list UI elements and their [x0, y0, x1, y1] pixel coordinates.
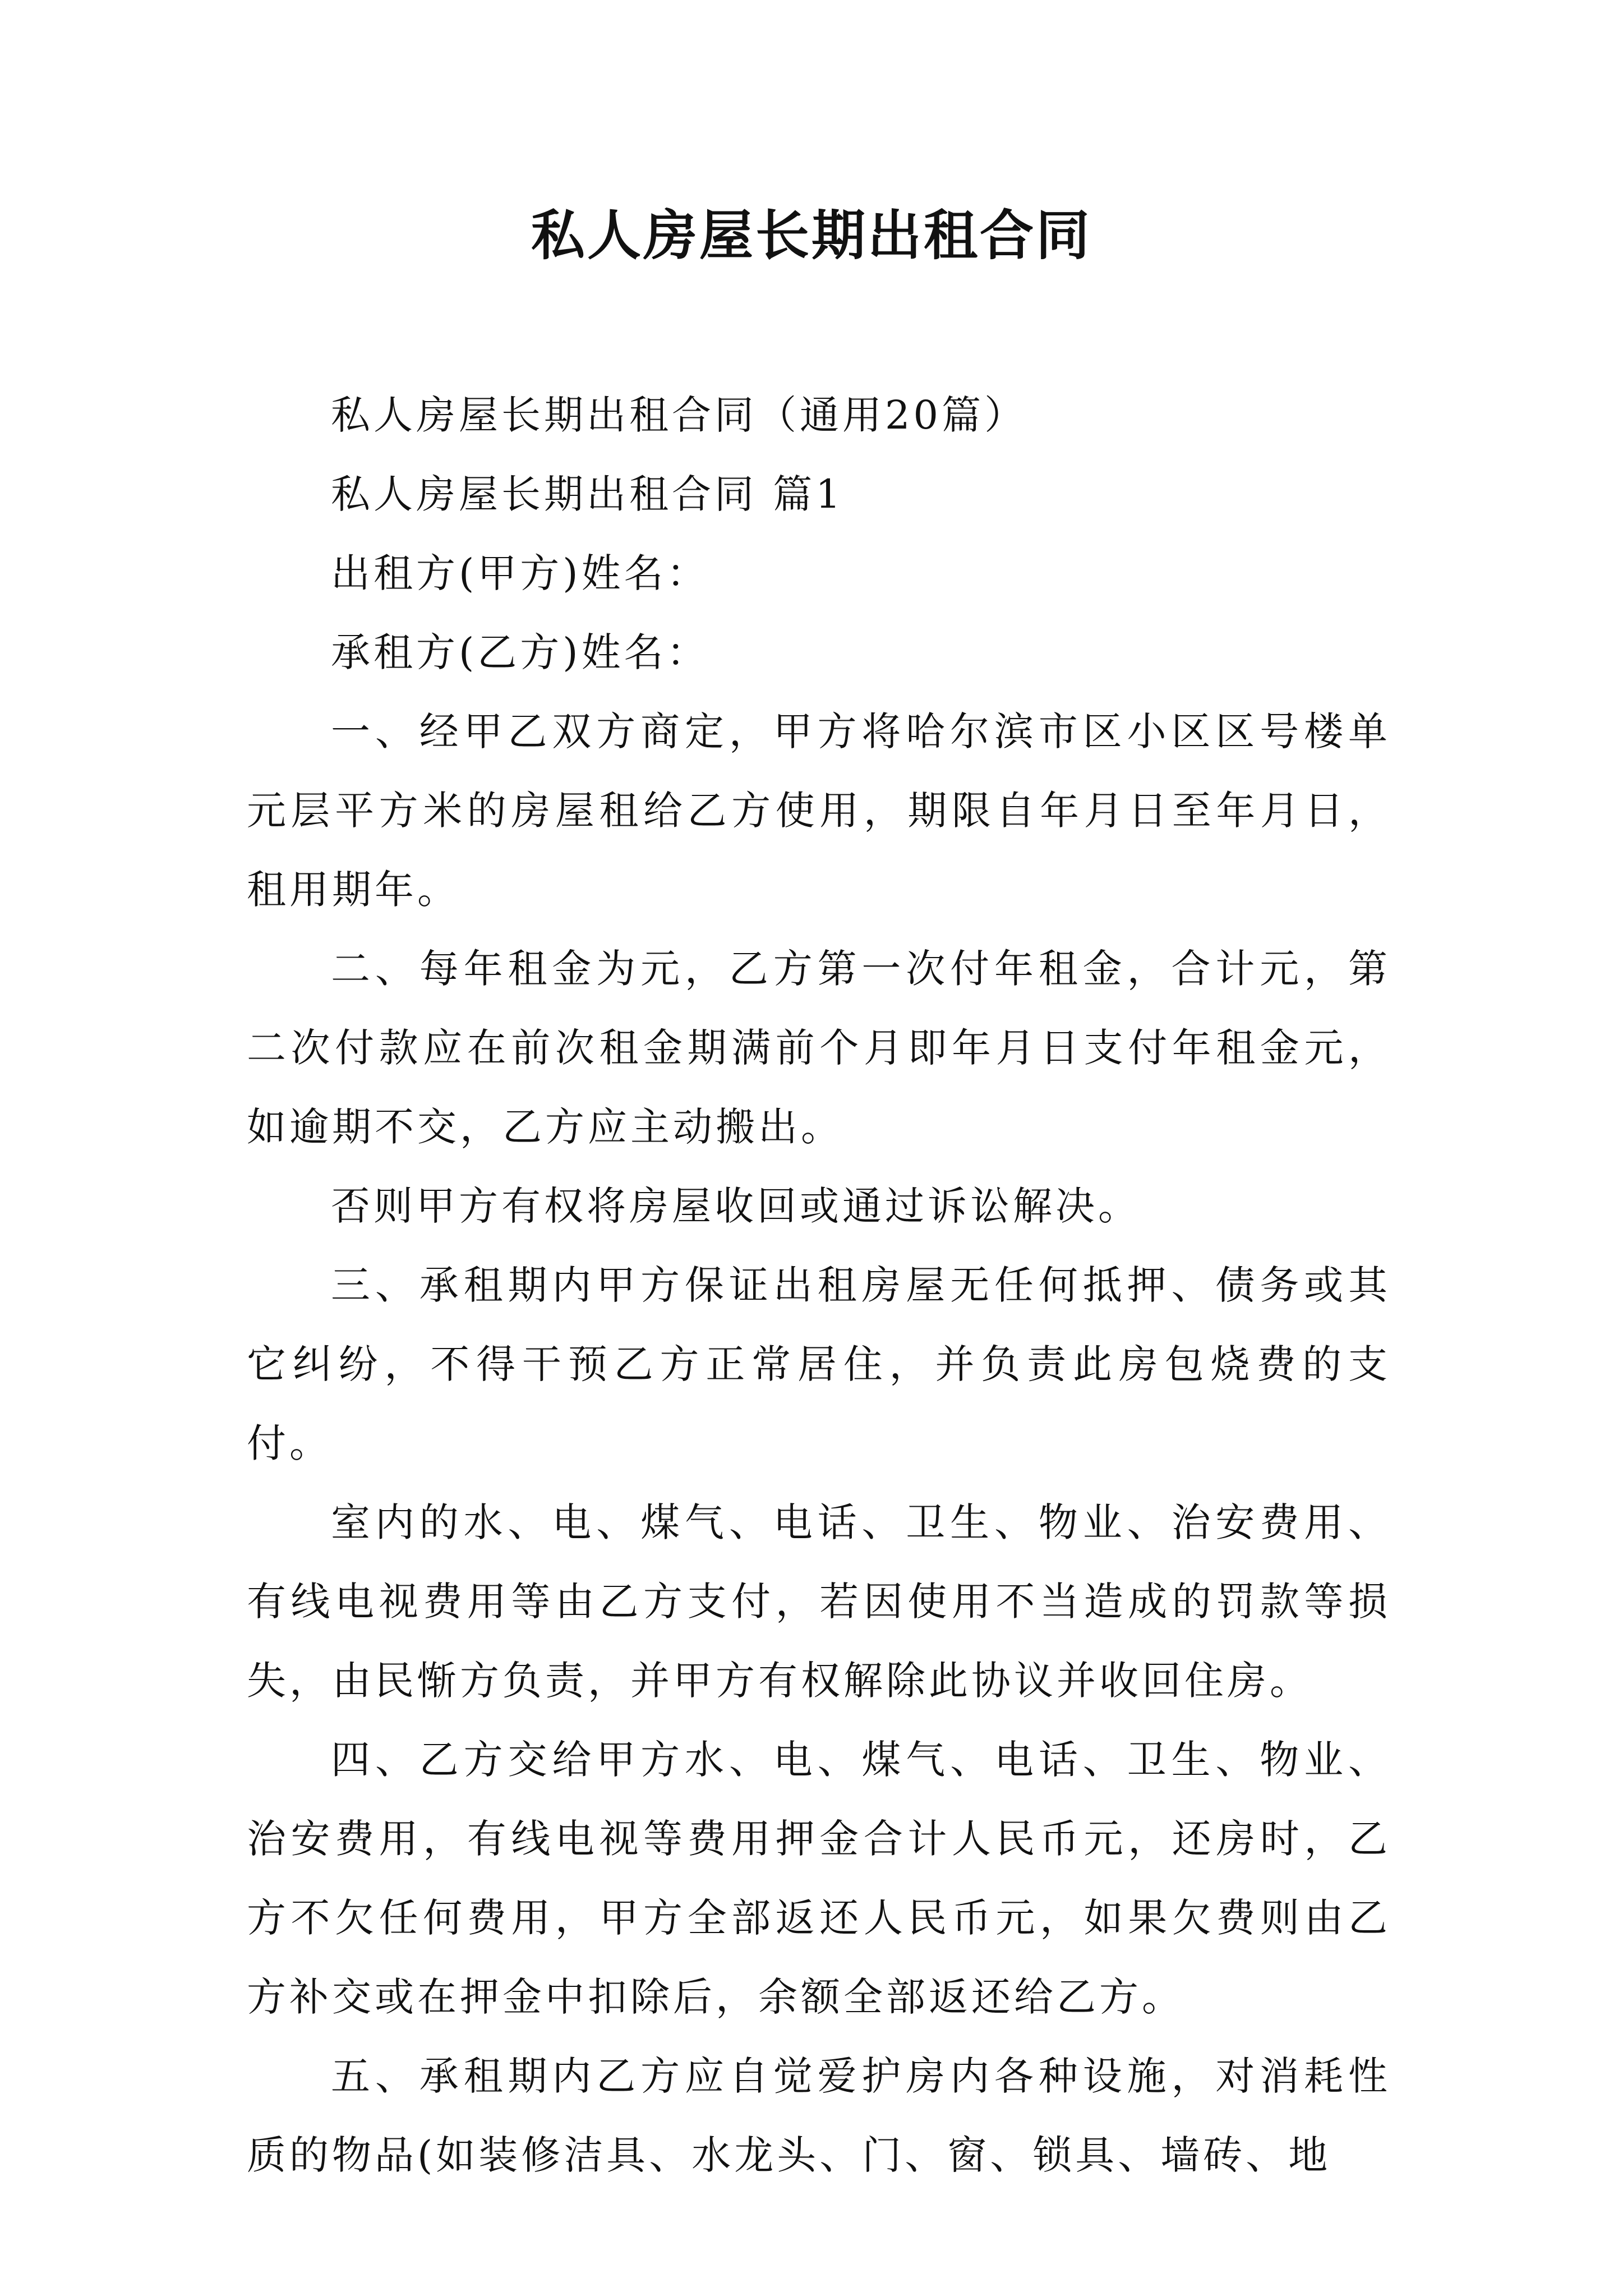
- paragraph-clause-1: 一、经甲乙双方商定，甲方将哈尔滨市区小区区号楼单元层平方米的房屋租给乙方使用，期限自年月日至年月日，租用期年。: [247, 708, 1391, 913]
- document-title: 私人房屋长期出租合同: [531, 204, 1092, 267]
- paragraph-lessor-name: 出租方(甲方)姓名：: [331, 550, 709, 596]
- paragraph-clause-2-continued: 否则甲方有权将房屋收回或通过诉讼解决。: [331, 1183, 1141, 1229]
- paragraph-section-heading: 私人房屋长期出租合同 篇1: [331, 471, 844, 517]
- paragraph-subtitle: 私人房屋长期出租合同（通用20篇）: [331, 392, 1027, 438]
- paragraph-clause-3-continued: 室内的水、电、煤气、电话、卫生、物业、治安费用、有线电视费用等由乙方支付，若因使用不当造成的罚款等损失，由民惭方负责，并甲方有权解除此协议并收回住房。: [247, 1499, 1391, 1704]
- paragraph-clause-3: 三、承租期内甲方保证出租房屋无任何抵押、债务或其它纠纷，不得干预乙方正常居住，并负责此房包烧费的支付。: [247, 1262, 1391, 1466]
- paragraph-clause-5: 五、承租期内乙方应自觉爱护房内各种设施，对消耗性质的物品(如装修洁具、水龙头、门、窗、锁具、墙砖、地: [247, 2053, 1391, 2178]
- paragraph-clause-4: 四、乙方交给甲方水、电、煤气、电话、卫生、物业、治安费用，有线电视等费用押金合计人民币元，还房时，乙方不欠任何费用，甲方全部返还人民币元，如果欠费则由乙方补交或在押金中扣除后，余额全部返还给乙方。: [247, 1737, 1391, 2020]
- paragraph-clause-2: 二、每年租金为元，乙方第一次付年租金，合计元，第二次付款应在前次租金期满前个月即年月日支付年租金元，如逾期不交，乙方应主动搬出。: [247, 946, 1391, 1150]
- document-body: [247, 376, 1391, 2195]
- paragraph-lessee-name: 承租方(乙方)姓名：: [331, 629, 709, 675]
